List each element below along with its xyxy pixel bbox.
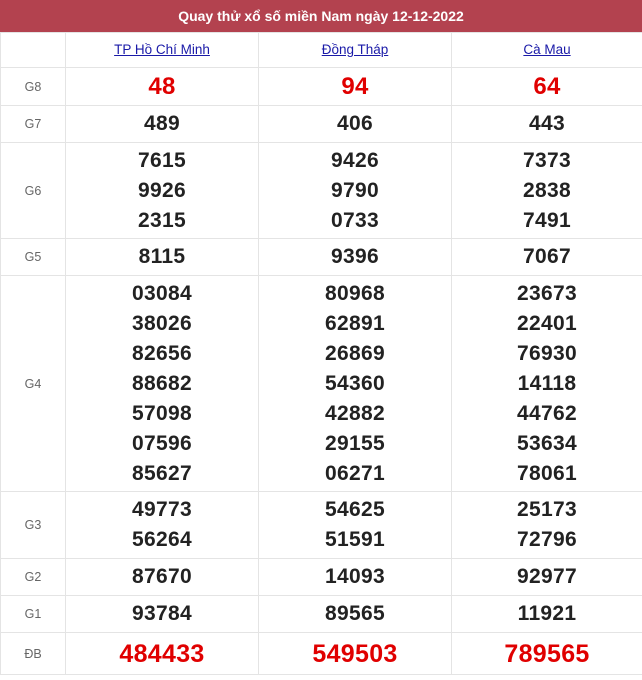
prize-number: 87670 <box>132 565 192 588</box>
prize-cell <box>259 596 452 633</box>
results-table <box>0 32 642 675</box>
prize-number: 7373 <box>523 148 571 172</box>
prize-number: 7615 <box>138 148 186 172</box>
prize-cell <box>66 559 259 596</box>
prize-cell <box>66 492 259 559</box>
prize-number: 03084 <box>132 281 192 305</box>
province-header-row <box>1 33 642 68</box>
prize-number: 48 <box>148 72 176 100</box>
prize-row-g4 <box>1 276 642 492</box>
prize-number: 53634 <box>517 431 577 455</box>
prize-number: 62891 <box>325 311 385 335</box>
prize-number: 88682 <box>132 371 192 395</box>
prize-cell <box>259 143 452 239</box>
prize-number: 78061 <box>517 461 577 485</box>
header-empty-cell <box>1 33 66 68</box>
prize-label: ĐB <box>1 633 66 675</box>
prize-cell <box>259 559 452 596</box>
prize-cell <box>259 106 452 143</box>
prize-number: 80968 <box>325 281 385 305</box>
prize-number: 2838 <box>523 178 571 202</box>
prize-number: 14118 <box>517 371 577 395</box>
prize-label: G4 <box>1 276 66 492</box>
prize-number: 7067 <box>523 245 571 268</box>
prize-number: 9396 <box>331 245 379 268</box>
prize-number: 93784 <box>132 602 192 625</box>
prize-cell <box>66 68 259 106</box>
prize-number: 789565 <box>504 639 590 668</box>
prize-row-g5 <box>1 239 642 276</box>
province-cell <box>66 33 259 68</box>
prize-cell <box>452 492 642 559</box>
prize-cell <box>452 68 642 106</box>
prize-cell <box>259 633 452 675</box>
prize-cell <box>452 143 642 239</box>
prize-number: 484433 <box>119 639 205 668</box>
prize-number: 42882 <box>325 401 385 425</box>
prize-number: 06271 <box>325 461 385 485</box>
prize-number: 56264 <box>132 528 192 551</box>
prize-number: 49773 <box>132 498 192 521</box>
prize-cell <box>452 106 642 143</box>
prize-number: 9790 <box>331 178 379 202</box>
prize-number: 22401 <box>517 311 577 335</box>
prize-row-g2 <box>1 559 642 596</box>
prize-row-g3 <box>1 492 642 559</box>
prize-row-g1 <box>1 596 642 633</box>
prize-number: 2315 <box>138 208 186 232</box>
prize-number: 11921 <box>517 602 577 625</box>
prize-row-đb <box>1 633 642 675</box>
prize-label: G5 <box>1 239 66 276</box>
prize-row-g6 <box>1 143 642 239</box>
prize-number: 25173 <box>517 498 577 521</box>
prize-number: 76930 <box>517 341 577 365</box>
prize-cell <box>452 596 642 633</box>
prize-cell <box>66 143 259 239</box>
prize-cell <box>66 239 259 276</box>
prize-cell <box>452 239 642 276</box>
prize-number: 29155 <box>325 431 385 455</box>
prize-number: 89565 <box>325 602 385 625</box>
prize-cell <box>66 596 259 633</box>
prize-label: G2 <box>1 559 66 596</box>
prize-cell <box>66 276 259 492</box>
prize-number: 54360 <box>325 371 385 395</box>
prize-number: 23673 <box>517 281 577 305</box>
prize-number: 9426 <box>331 148 379 172</box>
prize-row-g7 <box>1 106 642 143</box>
prize-number: 44762 <box>517 401 577 425</box>
prize-label: G8 <box>1 68 66 106</box>
prize-number: 57098 <box>132 401 192 425</box>
prize-cell <box>452 276 642 492</box>
prize-cell <box>452 559 642 596</box>
prize-label: G6 <box>1 143 66 239</box>
prize-cell <box>259 68 452 106</box>
prize-number: 549503 <box>312 639 398 668</box>
prize-number: 0733 <box>331 208 379 232</box>
prize-number: 72796 <box>517 528 577 551</box>
prize-cell <box>452 633 642 675</box>
results-title: Quay thử xổ số miền Nam ngày 12-12-2022 <box>0 0 642 32</box>
province-cell <box>259 33 452 68</box>
prize-number: 64 <box>533 72 561 100</box>
prize-label: G3 <box>1 492 66 559</box>
prize-number: 82656 <box>132 341 192 365</box>
prize-number: 7491 <box>523 208 571 232</box>
prize-number: 94 <box>341 72 369 100</box>
prize-cell <box>66 633 259 675</box>
prize-number: 26869 <box>325 341 385 365</box>
prize-label: G1 <box>1 596 66 633</box>
prize-number: 489 <box>144 112 180 135</box>
prize-cell <box>259 239 452 276</box>
province-link-tp-ho-chi-minh[interactable]: TP Hồ Chí Minh <box>114 42 210 57</box>
prize-cell <box>259 492 452 559</box>
prize-row-g8 <box>1 68 642 106</box>
prize-number: 38026 <box>132 311 192 335</box>
prize-number: 8115 <box>138 245 186 268</box>
prize-number: 14093 <box>325 565 385 588</box>
prize-cell <box>66 106 259 143</box>
prize-number: 51591 <box>325 528 385 551</box>
prize-number: 406 <box>337 112 373 135</box>
prize-number: 54625 <box>325 498 385 521</box>
prize-number: 92977 <box>517 565 577 588</box>
prize-number: 07596 <box>132 431 192 455</box>
province-cell <box>452 33 642 68</box>
province-link-ca-mau[interactable]: Cà Mau <box>523 42 571 57</box>
prize-label: G7 <box>1 106 66 143</box>
prize-number: 85627 <box>132 461 192 485</box>
prize-number: 443 <box>529 112 565 135</box>
prize-number: 9926 <box>138 178 186 202</box>
prize-cell <box>259 276 452 492</box>
province-link-dong-thap[interactable]: Đồng Tháp <box>321 42 389 57</box>
